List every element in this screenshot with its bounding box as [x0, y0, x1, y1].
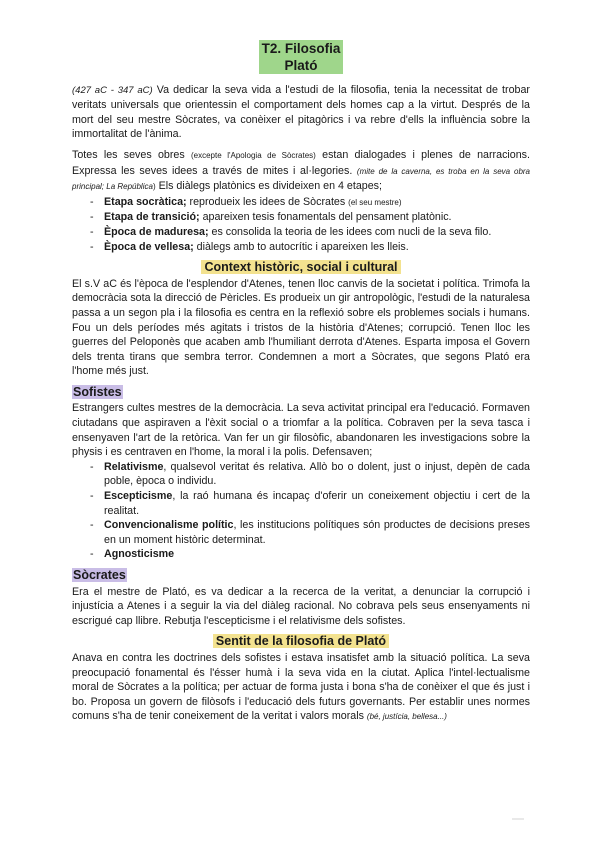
page-title [259, 40, 344, 74]
stage-term: Època de vellesa; [104, 240, 194, 253]
works-note-2-end: ) [152, 182, 156, 192]
stage-desc: es consolida la teoria de les idees com nucli de la seva filo. [208, 225, 492, 238]
stage-term: Etapa socràtica; [104, 195, 187, 208]
sofistes-term: Agnosticisme [104, 548, 175, 561]
works-paragraph [72, 148, 530, 195]
sentit-heading: Sentit de la filosofia de Plató [213, 634, 389, 648]
sentit-text: Anava en contra les doctrines dels sofistes i estava insatisfet amb la situació política. La seva preocupació fonamental és l'ésser humà i la seva vida en la ciutat. Aplica l'intel·lectualisme moral de Sòcrates a la política; per actuar de forma justa i bona s'ha de conèixer el que és just i bo. Proposa un govern de filòsofs i l'educació dels futurs governants. Per establir unes normes comuns s'ha de tenir coneixement de la veritat i valors morals [72, 651, 530, 723]
stage-term: Etapa de transició; [104, 211, 200, 224]
intro-paragraph [72, 83, 530, 142]
list-item: - Etapa de transició; apareixen tesis fonamentals del pensament platònic. [90, 211, 452, 224]
context-heading-row [72, 260, 530, 276]
document-page [72, 40, 530, 725]
sentit-paragraph [72, 651, 530, 725]
socrates-paragraph: Era el mestre de Plató, es va dedicar a la recerca de la veritat, a denunciar la corrupció i injustícia a Atenes i a seguir la via del diàleg racional. No cobrava pels seus ensenyaments ni escrigué cap llibre. Rebutja l'escepticisme i el relativisme dels sofistes. [72, 585, 530, 627]
sofistes-paragraph: Estrangers cultes mestres de la democràcia. La seva activitat principal era l'educació. Formaven ciutadans que aspiraven a l'èxit social o a triomfar a la política. Cobraven per la seva tasca i ensenyaven l'art de la retòrica. Van fer un gir filosòfic, abandonaren les investigacions sobre la physis i es centraven en l'home, la moral i la polis. Defensaven; [72, 402, 530, 459]
stage-desc: apareixen tesis fonamentals del pensament platònic. [199, 211, 452, 224]
sofistes-heading-row [72, 385, 530, 401]
socrates-heading: Sòcrates [73, 568, 126, 582]
sofistes-term: Relativisme [104, 460, 164, 473]
sentit-tail: (bé, justícia, bellesa...) [366, 712, 447, 722]
sofistes-term: Escepticisme [104, 490, 173, 503]
subtitle-text: Plató [284, 58, 318, 73]
list-item: - Agnosticisme [90, 548, 175, 561]
stage-note: (el seu mestre) [348, 197, 402, 207]
sofistes-term: Convencionalisme polític [104, 519, 234, 532]
context-paragraph: El s.V aC és l'època de l'esplendor d'Atenes, tenen lloc canvis de la societat i política. Trimofa la democràcia sota la direcció de Pèricles. Es produeix un gir antropològic, l'estudi de la naturalesa passa a un segon pla i la filosofia es centra en la reflexió sobre els problemes socials i humans. Fou un dels períodes més agitats i tristos de la història d'Atenes; corrupció. Tenen lloc les guerres del Peloponès que acaben amb l'humiliant derrota d'Atenes. Esparta imposa el Govern dels trenta tirans que sembra terror. Condemnen a mort a Sòcrates, que segons Plató era l'home més just. [72, 277, 530, 378]
sofistes-desc: , les institucions polítiques són productes de decisions preses en un moment històric determinat. [104, 519, 530, 546]
list-item: - Relativisme, qualsevol veritat és relativa. Allò bo o dolent, just o injust, depèn de cada poble, època o individu. [90, 460, 530, 488]
page-mark [512, 818, 524, 820]
intro-dates: (427 aC - 347 aC) [72, 84, 153, 96]
works-note-2-title: La República [104, 182, 153, 192]
stage-desc: diàlegs amb to autocrític i apareixen les lleis. [193, 240, 409, 253]
title-block [72, 40, 530, 75]
stages-list [72, 195, 530, 254]
list-item: - Escepticisme, la raó humana és incapaç d'oferir un coneixement objectiu i cert de la realitat. [90, 490, 530, 517]
sofistes-list [72, 460, 530, 562]
stage-term: Època de maduresa; [104, 225, 209, 238]
context-heading: Context històric, social i cultural [201, 260, 400, 274]
socrates-heading-row [72, 568, 530, 584]
sofistes-desc: , qualsevol veritat és relativa. Allò bo o dolent, just o injust, depèn de cada poble, època o individu. [104, 460, 530, 488]
title-text: T2. Filosofia [261, 41, 341, 56]
works-text-3: Els diàlegs platònics es divideixen en 4 etapes; [155, 180, 382, 193]
list-item: - Etapa socràtica; reprodueix les idees de Sòcrates (el seu mestre) [90, 195, 402, 208]
works-text-1: Totes les seves obres [72, 148, 191, 161]
sentit-heading-row [72, 634, 530, 650]
list-item: - Època de vellesa; diàlegs amb to autocrític i apareixen les lleis. [90, 240, 409, 253]
stage-desc: reprodueix les idees de Sòcrates [186, 195, 349, 208]
works-text-2: estan dialogades i plenes de narracions. Expressa les seves idees a través de mites i al·legories. [72, 148, 530, 177]
works-note-1: (excepte l'Apologia de Sòcrates) [190, 150, 316, 160]
list-item: - Època de maduresa; es consolida la teoria de les idees com nucli de la seva filo. [90, 225, 492, 238]
sofistes-heading: Sofistes [73, 384, 122, 399]
sofistes-desc: , la raó humana és incapaç d'oferir un coneixement objectiu i cert de la realitat. [104, 490, 530, 517]
list-item: - Convencionalisme polític, les institucions polítiques són productes de decisions preses en un moment històric determinat. [90, 519, 530, 546]
works-note-2: (mite de la caverna, es troba en la seva obra principal; [72, 166, 531, 192]
intro-text: Va dedicar la seva vida a l'estudi de la filosofia, tenia la necessitat de trobar veritats universals que orientessin el comportament dels homes cap a la virtut. Després de la mort del seu mestre Sòcrates, va conèixer el pitagòrics i va rebre d'ells la influència sobre la immortalitat de l'ànima. [72, 83, 530, 141]
